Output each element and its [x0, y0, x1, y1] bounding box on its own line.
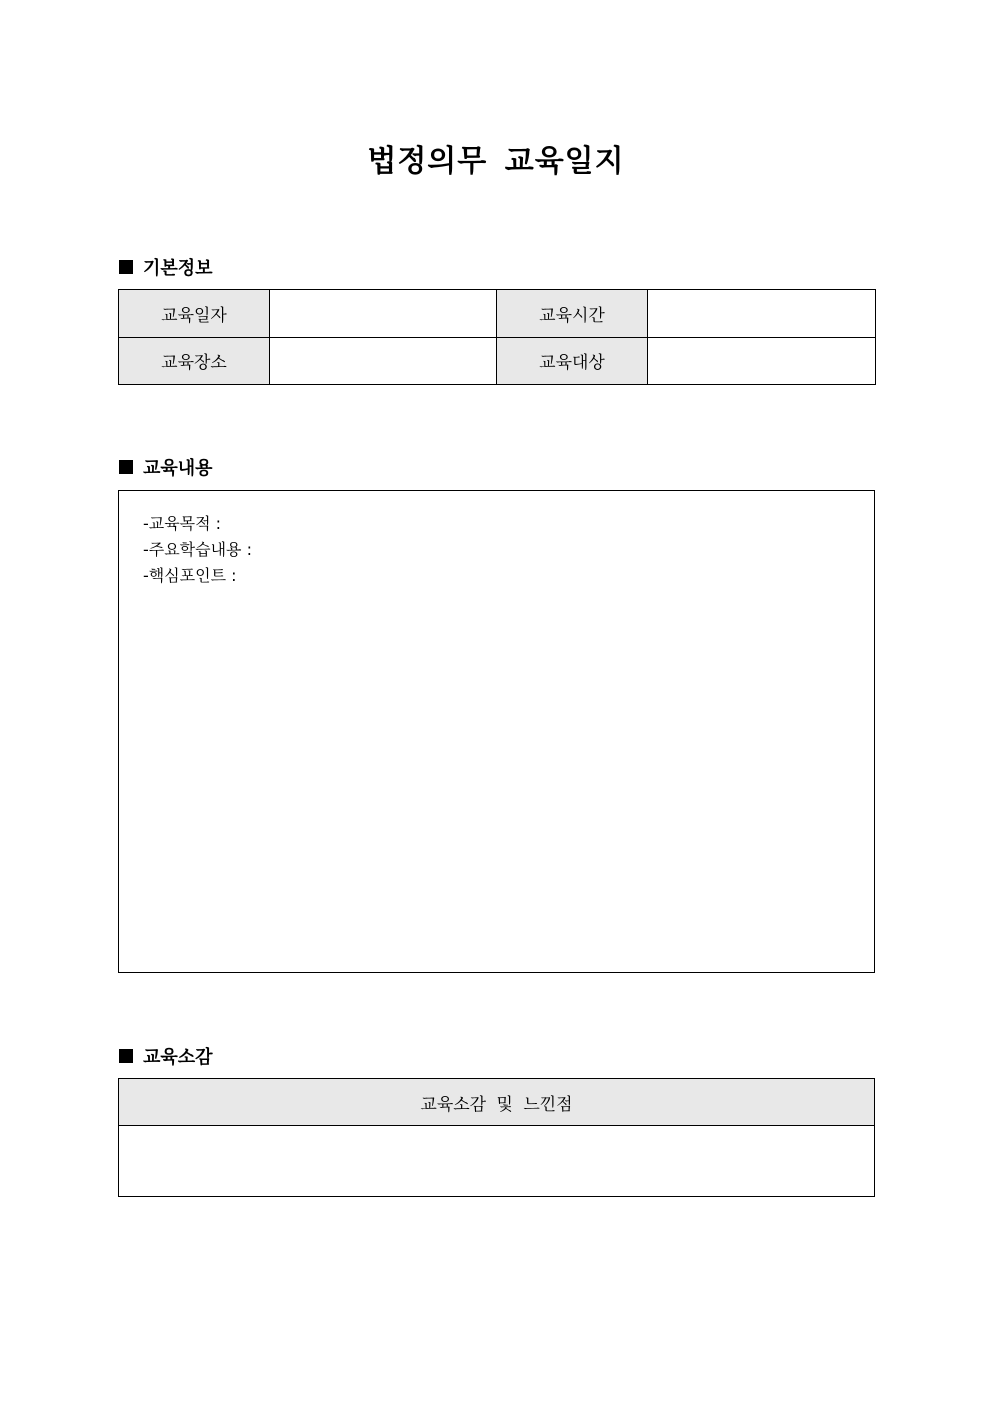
square-bullet-icon	[119, 1049, 133, 1063]
section-heading-label: 교육소감	[143, 1047, 213, 1068]
education-target-label: 교육대상	[497, 337, 648, 385]
content-line-purpose: -교육목적 :	[143, 514, 222, 533]
content-lines	[143, 511, 252, 589]
feedback-field[interactable]	[119, 1126, 874, 1196]
education-date-label: 교육일자	[119, 290, 270, 338]
section-heading-feedback	[119, 1043, 213, 1069]
table-row	[119, 337, 876, 385]
square-bullet-icon	[119, 460, 133, 474]
education-time-field[interactable]	[648, 290, 876, 338]
section-heading-content	[119, 454, 213, 480]
feedback-column-header: 교육소감 및 느낀점	[119, 1079, 874, 1126]
square-bullet-icon	[119, 260, 133, 274]
table-row	[119, 290, 876, 338]
basic-info-table	[118, 289, 876, 385]
education-place-label: 교육장소	[119, 337, 270, 385]
document-title: 법정의무 교육일지	[367, 144, 625, 179]
content-line-main-topics: -주요학습내용 :	[143, 540, 252, 559]
education-date-field[interactable]	[270, 290, 497, 338]
education-target-field[interactable]	[648, 337, 876, 385]
section-heading-basic-info	[119, 254, 213, 280]
education-place-field[interactable]	[270, 337, 497, 385]
education-time-label: 교육시간	[497, 290, 648, 338]
section-heading-label: 교육내용	[143, 458, 213, 479]
feedback-table	[118, 1078, 875, 1197]
section-heading-label: 기본정보	[143, 258, 213, 279]
education-content-box[interactable]	[118, 490, 875, 973]
content-line-key-points: -핵심포인트 :	[143, 566, 237, 585]
